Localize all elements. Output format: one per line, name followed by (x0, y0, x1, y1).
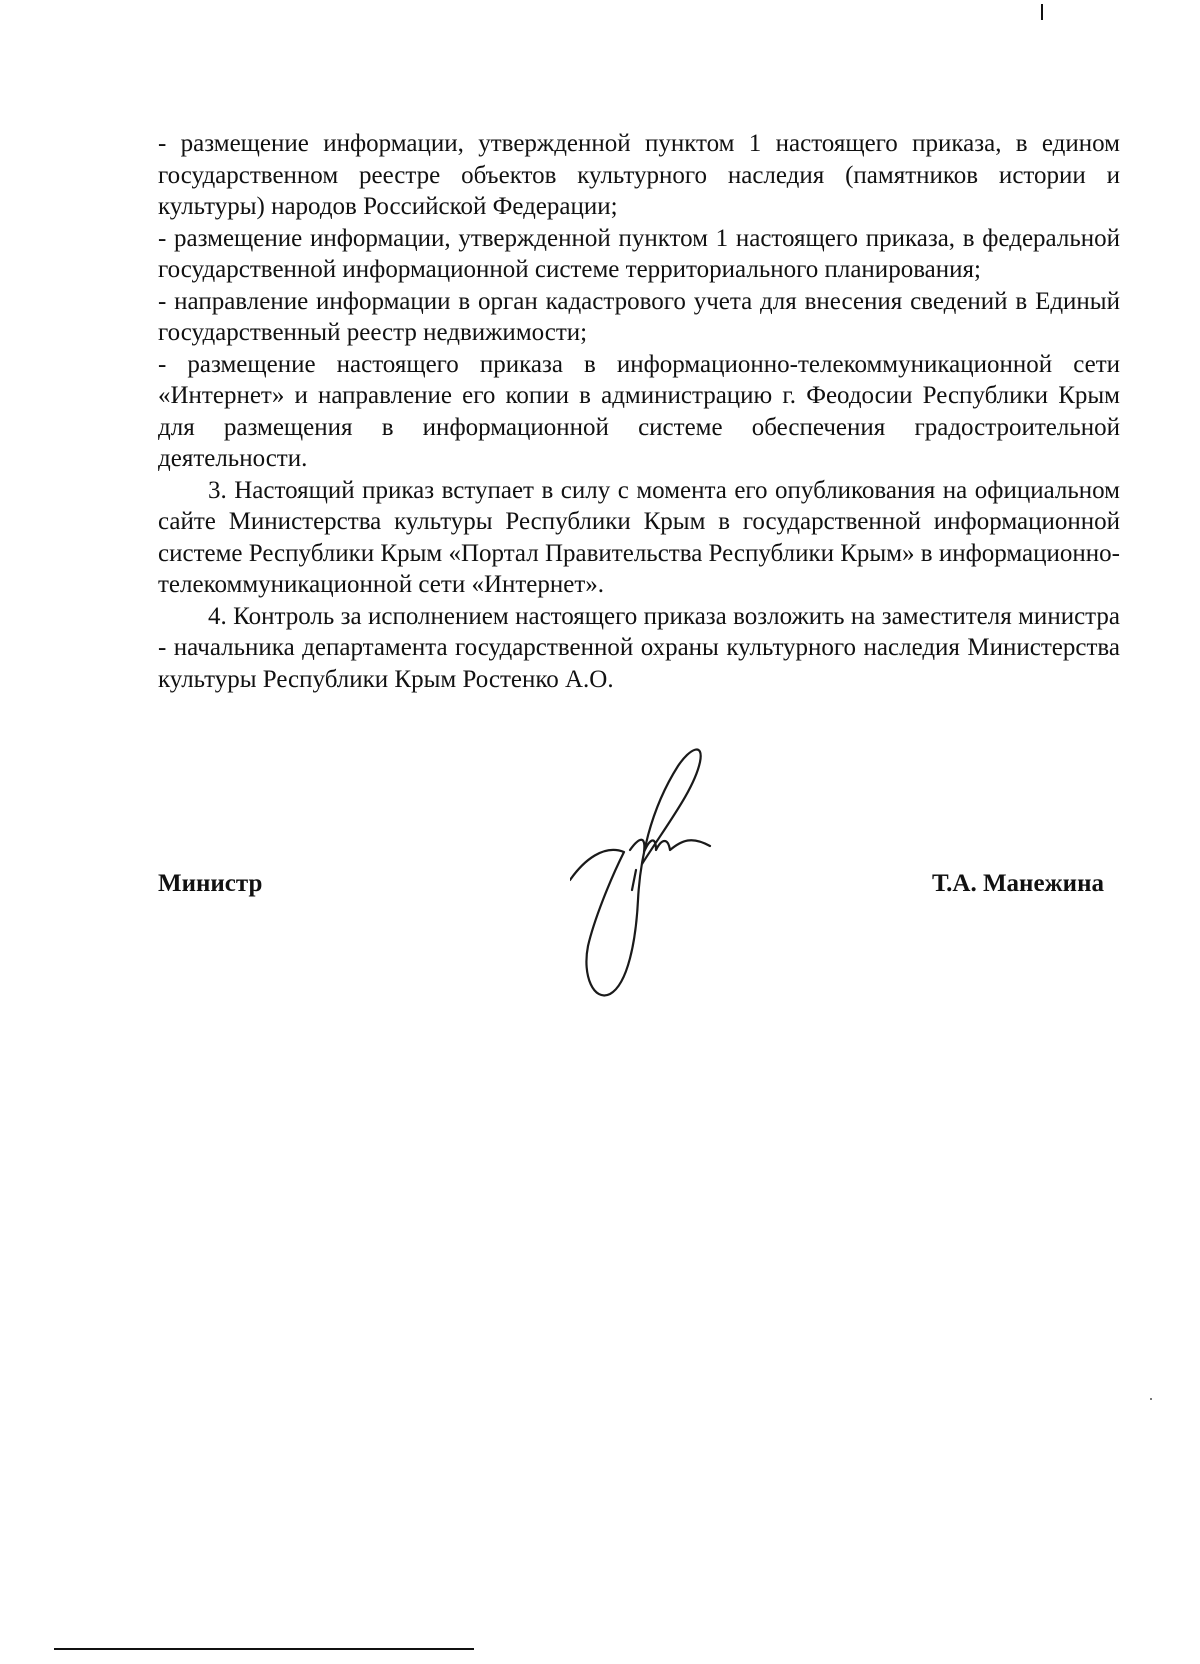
page-marker (1041, 4, 1043, 20)
paragraph-planning-system-placement: - размещение информации, утвержденной пунктом 1 настоящего приказа, в федеральной государственной информационной системе территориального планирования; (158, 224, 1120, 283)
paragraph-registry-placement: - размещение информации, утвержденной пунктом 1 настоящего приказа, в едином государственном реестре объектов культурного наследия (памятников истории и культуры) народов Российской Федерации; (158, 130, 1120, 220)
paragraph-internet-publication: - размещение настоящего приказа в информационно-телекоммуникационной сети «Интернет» и направление его копии в администрацию г. Феодосии Республики Крым для размещения в информационной системе обеспечения градостроительной деятельности. (158, 350, 1120, 472)
handwritten-signature (570, 740, 760, 1010)
signatory-name: Т.А. Манежина (931, 870, 1104, 897)
footnote-rule (54, 1648, 474, 1650)
signatory-title: Министр (158, 870, 263, 897)
document-body (158, 128, 1120, 695)
paragraph-cadastral-submission: - направление информации в орган кадастрового учета для внесения сведений в Единый государственный реестр недвижимости; (158, 287, 1120, 346)
scan-speck (1150, 1398, 1152, 1400)
paragraph-control: 4. Контроль за исполнением настоящего приказа возложить на заместителя министра - начальника департамента государственной охраны культурного наследия Министерства культуры Республики Крым Ростенко А.О. (158, 602, 1120, 693)
paragraph-effective-date: 3. Настоящий приказ вступает в силу с момента его опубликования на официальном сайте Министерства культуры Республики Крым в государственной информационной системе Республики Крым «Портал Правительства Республики Крым» в информационно-телекоммуникационной сети «Интернет». (158, 476, 1120, 598)
